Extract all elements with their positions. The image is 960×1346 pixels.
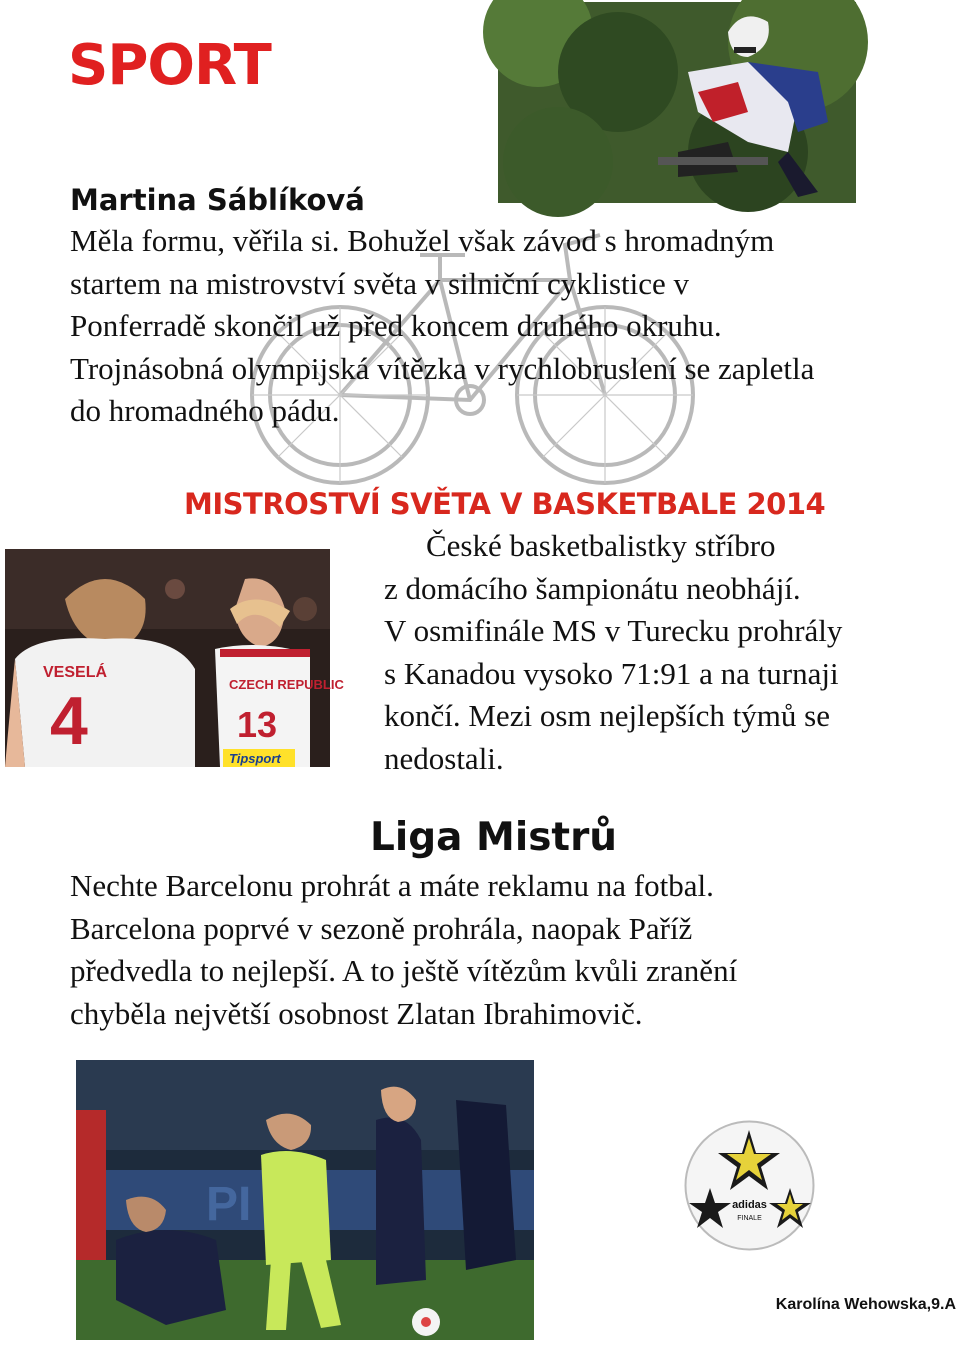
- basketball-text-line: nedostali.: [384, 740, 504, 776]
- cycling-text-line: Ponferradě skončil už před koncem druhého okruhu.: [70, 308, 722, 343]
- ball-brand-label: adidas: [732, 1199, 767, 1211]
- ball-finale-label: FINALE: [737, 1215, 762, 1222]
- football-text-line: Nechte Barcelonu prohrát a máte reklamu na fotbal.: [70, 868, 714, 903]
- football-text-line: Barcelona poprvé v sezoně prohrála, naopak Paříž: [70, 910, 693, 946]
- svg-text:PI: PI: [206, 1178, 252, 1231]
- football-article-text: [70, 865, 950, 1035]
- jersey-left-number: 4: [50, 683, 88, 759]
- basketball-text-line: České basketbalistky stříbro: [426, 528, 776, 563]
- champions-league-ball-image: [682, 1118, 817, 1253]
- football-text-line: předvedla to nejlepší. A to ještě vítězům kvůli zranění: [70, 953, 738, 988]
- basketball-article-text: [384, 525, 954, 780]
- sponsor-logo: Tipsport: [229, 751, 281, 766]
- jersey-right-text: CZECH REPUBLIC: [229, 677, 344, 692]
- cycling-heading: Martina Sáblíková: [70, 183, 365, 217]
- basketball-text-line: V osmifinále MS v Turecku prohrály: [384, 613, 843, 648]
- cycling-article-text: [70, 220, 960, 433]
- basketball-text-line: končí. Mezi osm nejlepších týmů se: [384, 698, 830, 733]
- basketball-text-line: z domácího šampionátu neobhájí.: [384, 570, 801, 606]
- football-heading: Liga Mistrů: [370, 815, 618, 860]
- jersey-left-name: VESELÁ: [43, 664, 108, 681]
- jersey-right-number: 13: [237, 704, 278, 745]
- basketball-photo: [5, 549, 344, 767]
- author-credit: Karolína Wehowska,9.A: [775, 1296, 956, 1313]
- cycling-text-line: Měla formu, věřila si. Bohužel však závod s hromadným: [70, 223, 775, 258]
- basketball-text-line: s Kanadou vysoko 71:91 a na turnaji: [384, 655, 839, 691]
- cycling-text-line: do hromadného pádu.: [70, 393, 340, 428]
- basketball-heading: MISTROSTVÍ SVĚTA V BASKETBALE 2014: [184, 487, 826, 521]
- page-title: SPORT: [68, 33, 271, 98]
- cyclist-photo: [498, 2, 856, 203]
- cycling-text-line: startem na mistrovství světa v silniční cyklistice v: [70, 265, 690, 301]
- football-match-photo: [76, 1060, 534, 1340]
- football-text-line: chyběla největší osobnost Zlatan Ibrahimovič.: [70, 995, 643, 1031]
- cycling-text-line: Trojnásobná olympijská vítězka v rychlobruslení se zapletla: [70, 350, 815, 386]
